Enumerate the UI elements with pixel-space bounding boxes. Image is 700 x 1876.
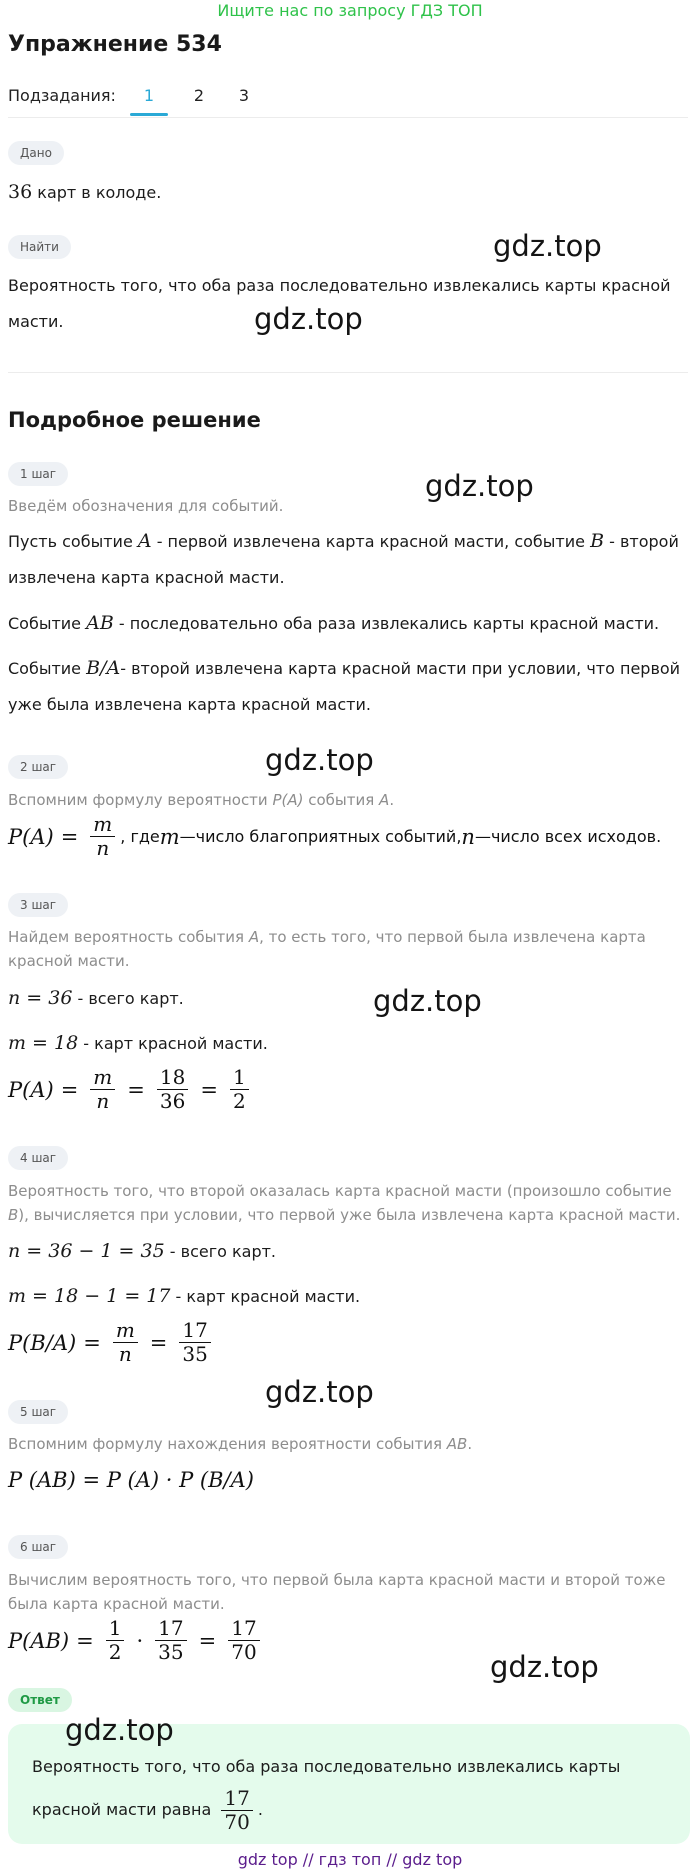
step-3-line-2: m = 18 - карт красной масти. bbox=[8, 1032, 268, 1054]
find-text: Вероятность того, что оба раза последовательно извлекались карты красной масти. bbox=[8, 276, 671, 331]
step-5-hint: Вспомним формулу нахождения вероятности события AB. bbox=[8, 1435, 473, 1453]
step-1-paragraph-3: Событие B/A- второй извлечена карта красной масти при условии, что первой уже была извлечена карта красной масти. bbox=[8, 657, 681, 714]
fraction: $\frac{17}{35}$ bbox=[155, 1617, 186, 1664]
watermark-text: gdz.top bbox=[65, 1713, 174, 1747]
step-1-paragraph-1: Пусть событие A - первой извлечена карта красной масти, событие B - второй извлечена карта красной масти. bbox=[8, 530, 679, 587]
active-tab-indicator bbox=[130, 113, 168, 116]
step-5-formula: P (AB) = P (A) · P (B/A) bbox=[8, 1468, 254, 1492]
watermark-text: gdz.top bbox=[490, 1650, 599, 1684]
tab-subtask-3[interactable]: 3 bbox=[238, 86, 250, 105]
step-3-formula: P(A) = $\frac{m}{n}$ = $\frac{18}{36}$ = $\frac{1}{2}$ bbox=[8, 1066, 254, 1113]
step-3-line-1: n = 36 - всего карт. bbox=[8, 987, 184, 1009]
fraction: $\frac{1}{2}$ bbox=[230, 1066, 249, 1113]
step-6-hint: Вычислим вероятность того, что первой была карта красной масти и второй тоже была карта красной масти. bbox=[8, 1571, 666, 1613]
tab-subtask-2[interactable]: 2 bbox=[193, 86, 205, 105]
tab-subtask-1[interactable]: 1 bbox=[143, 86, 155, 105]
watermark-text: gdz.top bbox=[373, 984, 482, 1018]
step-4-badge: 4 шаг bbox=[8, 1146, 68, 1170]
watermark-text: gdz.top bbox=[493, 229, 602, 263]
step-2-formula: P(A) = $\frac{m}{n}$ , где m —число благоприятных событий, n —число всех исходов. bbox=[8, 812, 662, 860]
step-4-hint: Вероятность того, что второй оказалась карта красной масти (произошло событие B), вычисляется при условии, что первой уже была извлечена карта красной масти. bbox=[8, 1182, 681, 1224]
given-badge: Дано bbox=[8, 141, 64, 165]
fraction: $\frac{m}{n}$ bbox=[90, 1066, 115, 1113]
fraction: $\frac{17}{35}$ bbox=[179, 1319, 210, 1366]
divider bbox=[8, 372, 688, 373]
step-1-paragraph-2: Событие AB - последовательно оба раза извлекались карты красной масти. bbox=[8, 612, 660, 634]
answer-text: Вероятность того, что оба раза последовательно извлекались карты красной масти равна $\frac{17}{70}$ . bbox=[32, 1757, 621, 1834]
step-3-hint: Найдем вероятность события A, то есть того, что первой была извлечена карта красной масти. bbox=[8, 928, 646, 970]
fraction: $\frac{m}{n}$ bbox=[90, 813, 115, 860]
step-3-badge: 3 шаг bbox=[8, 893, 68, 917]
step-6-badge: 6 шаг bbox=[8, 1535, 68, 1559]
search-banner[interactable]: Ищите нас по запросу ГДЗ ТОП bbox=[217, 1, 483, 20]
page-title: Упражнение 534 bbox=[8, 32, 222, 57]
fraction: $\frac{18}{36}$ bbox=[157, 1066, 188, 1113]
watermark-text: gdz.top bbox=[254, 302, 363, 336]
watermark-text: gdz.top bbox=[265, 1375, 374, 1409]
given-text: 36 карт в колоде. bbox=[8, 181, 162, 203]
find-badge: Найти bbox=[8, 235, 71, 259]
step-4-line-2: m = 18 − 1 = 17 - карт красной масти. bbox=[8, 1285, 361, 1307]
fraction: $\frac{1}{2}$ bbox=[106, 1617, 125, 1664]
step-6-formula: P(AB) = $\frac{1}{2}$ · $\frac{17}{35}$ = $\frac{17}{70}$ bbox=[8, 1617, 265, 1664]
divider bbox=[8, 117, 688, 118]
footer-links[interactable]: gdz top // гдз топ // gdz top bbox=[237, 1850, 463, 1869]
step-1-hint: Введём обозначения для событий. bbox=[8, 497, 284, 515]
given-value: 36 bbox=[8, 181, 33, 203]
subtasks-label: Подзадания: bbox=[8, 86, 116, 105]
step-1-badge: 1 шаг bbox=[8, 462, 68, 486]
step-2-badge: 2 шаг bbox=[8, 755, 68, 779]
answer-badge: Ответ bbox=[8, 1688, 72, 1712]
step-5-badge: 5 шаг bbox=[8, 1400, 68, 1424]
fraction: $\frac{17}{70}$ bbox=[228, 1617, 259, 1664]
fraction: $\frac{17}{70}$ bbox=[221, 1787, 252, 1834]
step-2-hint: Вспомним формулу вероятности P(A) события A. bbox=[8, 791, 395, 809]
step-4-formula: P(B/A) = $\frac{m}{n}$ = $\frac{17}{35}$ bbox=[8, 1319, 216, 1366]
watermark-text: gdz.top bbox=[425, 469, 534, 503]
step-4-line-1: n = 36 − 1 = 35 - всего карт. bbox=[8, 1240, 277, 1262]
fraction: $\frac{m}{n}$ bbox=[113, 1319, 138, 1366]
solution-title: Подробное решение bbox=[8, 408, 261, 432]
watermark-text: gdz.top bbox=[265, 743, 374, 777]
